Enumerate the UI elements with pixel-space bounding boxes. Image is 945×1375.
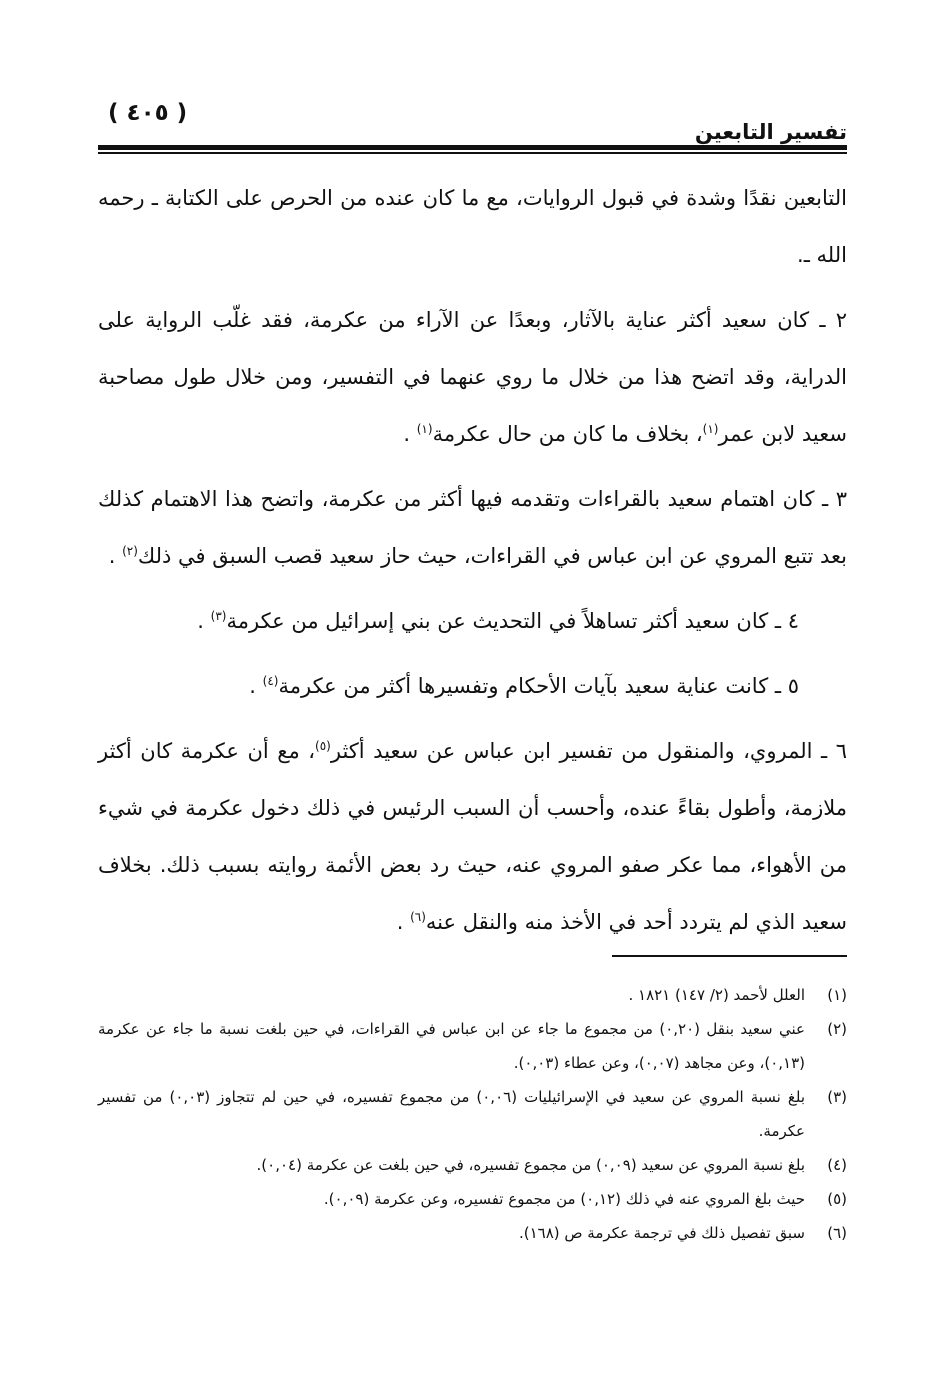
paragraph-text: ، بخلاف ما كان من حال عكرمة: [432, 422, 703, 446]
header-rule-thin: [98, 152, 847, 154]
paragraph-text: .: [249, 674, 263, 698]
page-number: ( ٤٠٥ ): [108, 100, 188, 126]
footnote-text: حيث بلغ المروي عنه في ذلك (٠,١٢) من مجموع تفسيره، وعن عكرمة (٠,٠٩).: [323, 1190, 805, 1208]
footnote-text: عني سعيد بنقل (٠,٢٠) من مجموع ما جاء عن ابن عباس في القراءات، في حين بلغت نسبة ما جاء عن عكرمة (٠,١٣)، وعن مجاهد (٠,٠٧)، وعن عطاء (٠,٠٣).: [98, 1020, 805, 1072]
paragraph-text: ٤ ـ كان سعيد أكثر تساهلاً في التحديث عن بني إسرائيل من عكرمة: [226, 609, 799, 633]
header-rule-thick: [98, 145, 847, 150]
footnote-reference[interactable]: (١): [416, 422, 433, 436]
footnote-item: [98, 1182, 847, 1216]
paragraph-text: .: [403, 422, 417, 446]
paragraph-text: ٦ ـ المروي، والمنقول من تفسير ابن عباس عن سعيد أكثر: [330, 739, 847, 763]
paragraph-continuation: [98, 170, 847, 284]
footnote-text: سبق تفصيل ذلك في ترجمة عكرمة ص (١٦٨).: [518, 1224, 805, 1242]
footnote-text: العلل لأحمد (٢/ ١٤٧) ١٨٢١ .: [628, 986, 805, 1004]
footnote-separator: [612, 955, 847, 957]
paragraph-text: ٥ ـ كانت عناية سعيد بآيات الأحكام وتفسيرها أكثر من عكرمة: [278, 674, 799, 698]
footnotes: [98, 978, 847, 1250]
footnote-number: (٦): [827, 1224, 847, 1242]
footnote-reference[interactable]: (٦): [410, 910, 426, 924]
paragraph-text: التابعين نقدًا وشدة في قبول الروايات، مع ما كان عنده من الحرص على الكتابة ـ رحمه الله ـ.: [98, 186, 847, 267]
paragraph-point-2: [98, 292, 847, 463]
footnote-reference[interactable]: (١): [702, 422, 719, 436]
footnote-item: [98, 1080, 847, 1148]
book-title: تفسير التابعين: [694, 120, 847, 144]
footnote-reference[interactable]: (٤): [262, 674, 279, 688]
paragraph-text: ٢ ـ كان سعيد أكثر عناية بالآثار، وبعدًا عن الآراء من عكرمة، فقد غلّب الرواية على الدراية، وقد اتضح هذا من خلال ما روي عنهما في التفسير، ومن خلال طول مصاحبة سعيد لابن عمر: [98, 308, 847, 446]
footnote-number: (٤): [827, 1156, 847, 1174]
paragraph-text: .: [396, 910, 411, 934]
footnote-text: بلغ نسبة المروي عن سعيد في الإسرائيليات (٠,٠٦) من مجموع تفسيره، في حين لم تتجاوز (٠,٠٣) من تفسير عكرمة.: [98, 1088, 806, 1140]
footnote-item: [98, 1012, 847, 1080]
footnote-reference[interactable]: (٢): [122, 544, 138, 558]
footnote-number: (٢): [827, 1020, 847, 1038]
footnote-reference[interactable]: (٥): [315, 739, 331, 753]
paragraph-text: .: [108, 544, 123, 568]
paragraph-point-6: [98, 723, 847, 951]
main-text: [98, 170, 847, 951]
footnote-item: [98, 1216, 847, 1250]
footnote-item: [98, 1148, 847, 1182]
footnote-number: (٣): [827, 1088, 847, 1106]
paragraph-text: ٣ ـ كان اهتمام سعيد بالقراءات وتقدمه فيها أكثر من عكرمة، واتضح هذا الاهتمام كذلك بعد تتبع المروي عن ابن عباس في القراءات، حيث حاز سعيد قصب السبق في ذلك: [98, 487, 847, 568]
page-header: [98, 96, 847, 156]
footnote-number: (٥): [827, 1190, 847, 1208]
paragraph-point-4: [98, 593, 847, 650]
footnote-reference[interactable]: (٣): [210, 609, 227, 623]
paragraph-text: .: [197, 609, 211, 633]
paragraph-text: ، مع أن عكرمة كان أكثر ملازمة، وأطول بقاءً عنده، وأحسب أن السبب الرئيس في ذلك دخول عكرمة في شيء من الأهواء، مما عكر صفو المروي عنه، حيث رد بعض الأئمة روايته بسبب ذلك. بخلاف سعيد الذي لم يتردد أحد في الأخذ منه والنقل عنه: [98, 739, 847, 934]
footnote-item: [98, 978, 847, 1012]
footnote-text: بلغ نسبة المروي عن سعيد (٠,٠٩) من مجموع تفسيره، في حين بلغت عن عكرمة (٠,٠٤).: [256, 1156, 805, 1174]
paragraph-point-3: [98, 471, 847, 585]
paragraph-point-5: [98, 658, 847, 715]
footnote-number: (١): [827, 986, 847, 1004]
